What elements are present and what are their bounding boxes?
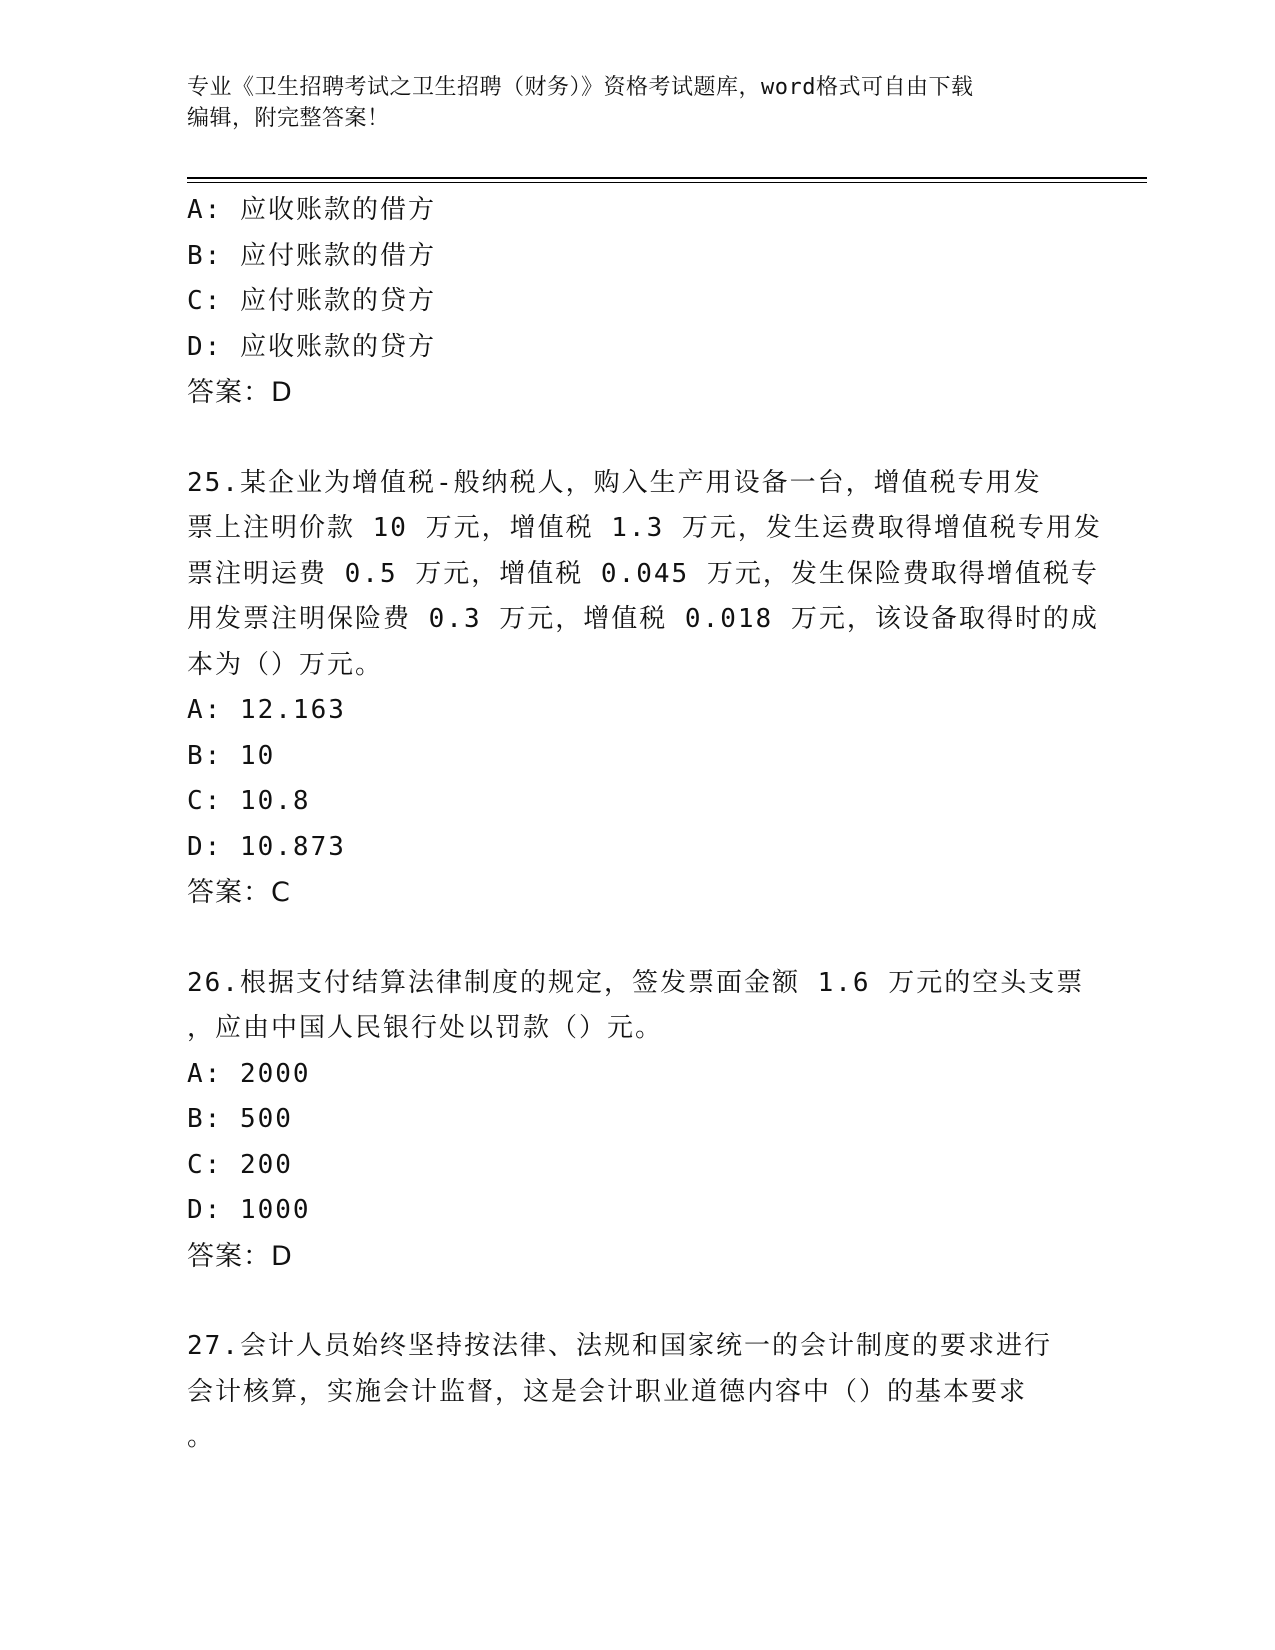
answer-line: 答案：D (187, 377, 293, 408)
question-text-line: 26.根据支付结算法律制度的规定，签发票面金额 1.6 万元的空头支票 (187, 967, 1085, 998)
question-text-line: 本为（）万元。 (187, 649, 384, 680)
option-a: A: 应收账款的借方 (187, 195, 436, 225)
question-text-line: 会计核算，实施会计监督，这是会计职业道德内容中（）的基本要求 (187, 1376, 1028, 1407)
question-text-line: ，应由中国人民银行处以罚款（）元。 (187, 1013, 664, 1043)
option-b: B: 10 (187, 740, 276, 771)
answer-line: 答案：D (187, 1240, 293, 1272)
header-rule-thin (187, 182, 1147, 183)
question-25-block (187, 461, 1102, 916)
header-line-1: 专业《卫生招聘考试之卫生招聘（财务）》资格考试题库，word格式可自由下载 (187, 75, 974, 100)
question-text-line: 25.某企业为增值税-般纳税人，购入生产用设备一台，增值税专用发 (187, 467, 1042, 498)
question-text-line: 票上注明价款 10 万元，增值税 1.3 万元，发生运费取得增值税专用发 (187, 513, 1102, 543)
option-b: B: 500 (187, 1104, 293, 1134)
option-b: B: 应付账款的借方 (187, 240, 436, 271)
question-26-block (187, 961, 1087, 1280)
question-text-line: 27.会计人员始终坚持按法律、法规和国家统一的会计制度的要求进行 (187, 1331, 1052, 1361)
option-d: D: 10.873 (187, 831, 346, 862)
question-text-line: 。 (187, 1422, 216, 1452)
question-text-line: 用发票注明保险费 0.3 万元，增值税 0.018 万元，该设备取得时的成 (187, 604, 1099, 634)
header-line-2: 编辑，附完整答案！ (187, 106, 390, 131)
question-27-block (187, 1324, 1087, 1461)
option-c: C: 200 (187, 1149, 293, 1180)
option-d: D: 1000 (187, 1195, 311, 1225)
option-a: A: 2000 (187, 1058, 311, 1089)
option-c: C: 应付账款的贷方 (187, 286, 436, 316)
question-content (187, 188, 1102, 1461)
document-header (187, 72, 1087, 134)
answer-line: 答案：C (187, 877, 291, 908)
option-d: D: 应收账款的贷方 (187, 331, 436, 362)
header-rule-thick (187, 177, 1147, 179)
question-text-line: 票注明运费 0.5 万元，增值税 0.045 万元，发生保险费取得增值税专 (187, 558, 1099, 589)
option-a: A: 12.163 (187, 695, 346, 725)
option-c: C: 10.8 (187, 786, 311, 816)
question-24-block (187, 188, 1087, 416)
